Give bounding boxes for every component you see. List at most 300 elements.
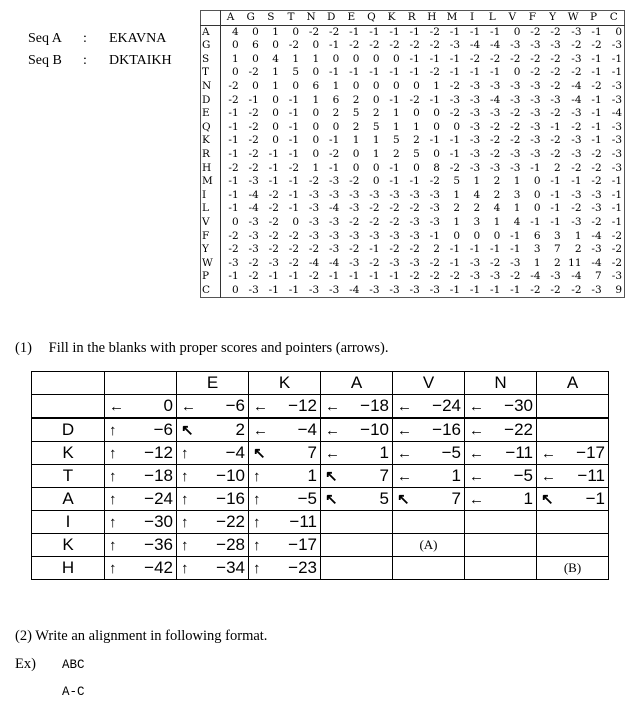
dp-cell: [465, 395, 537, 419]
matrix-cell: -4: [469, 39, 481, 52]
matrix-cell: -2: [389, 202, 400, 215]
matrix-cell: 4: [513, 215, 521, 228]
matrix-cell: 1: [312, 52, 320, 65]
dp-cell: [465, 488, 537, 511]
dp-score: −18: [360, 396, 389, 415]
dp-cell: [393, 465, 465, 488]
matrix-column-header: I: [462, 11, 482, 26]
dp-score: −5: [441, 443, 461, 462]
matrix-cell: 1: [513, 175, 521, 188]
matrix-cell: -1: [288, 134, 300, 147]
dp-cell: [177, 418, 249, 442]
matrix-column-header: P: [584, 11, 604, 26]
matrix-cell: -2: [409, 243, 420, 256]
matrix-cell: -1: [288, 147, 300, 160]
matrix-cell: -2: [288, 229, 300, 242]
matrix-cell: -2: [369, 256, 380, 269]
matrix-cell: -2: [228, 93, 239, 106]
matrix-cell: 3: [513, 188, 521, 201]
matrix-cell: 2: [372, 107, 380, 120]
matrix-cell: -3: [248, 175, 259, 188]
matrix-cell: -3: [369, 229, 380, 242]
matrix-cell: -2: [550, 107, 561, 120]
matrix-cell: -1: [611, 188, 622, 201]
matrix-cell: -3: [591, 243, 602, 256]
matrix-cell: -2: [591, 175, 602, 188]
dp-blank-cell[interactable]: [537, 395, 609, 419]
matrix-cell: -2: [510, 134, 521, 147]
matrix-cell: -1: [591, 25, 602, 38]
dp-score: −10: [360, 420, 389, 439]
matrix-row-header: N: [201, 80, 221, 94]
dp-cell: [321, 465, 393, 488]
matrix-cell: -3: [228, 256, 239, 269]
up-arrow-icon: ↑: [109, 514, 117, 531]
matrix-cell: 0: [433, 147, 440, 160]
matrix-cell: -2: [349, 39, 360, 52]
dp-score: −17: [576, 443, 605, 462]
matrix-column-header: Q: [361, 11, 381, 26]
matrix-column-header: K: [382, 11, 402, 26]
matrix-cell: -3: [429, 188, 440, 201]
matrix-cell: -2: [571, 39, 582, 52]
matrix-column-header: Y: [543, 11, 563, 26]
matrix-cell: -1: [591, 120, 602, 133]
matrix-cell: -3: [469, 93, 481, 106]
dp-row-label: K: [32, 442, 105, 465]
matrix-cell: 4: [272, 52, 279, 65]
dp-cell: [249, 418, 321, 442]
matrix-cell: 5: [392, 134, 400, 147]
matrix-cell: 1: [332, 79, 340, 92]
matrix-cell: -2: [591, 39, 602, 52]
matrix-cell: -3: [591, 283, 602, 296]
matrix-column-header: E: [341, 11, 361, 26]
matrix-row: [201, 94, 625, 108]
left-arrow-icon: ←: [397, 422, 412, 439]
matrix-cell: -3: [571, 52, 582, 65]
matrix-cell: -2: [308, 270, 320, 283]
matrix-cell: -1: [389, 25, 400, 38]
seq-b-value: DKTAIKH: [109, 53, 172, 68]
matrix-cell: -2: [550, 52, 561, 65]
matrix-cell: -3: [308, 229, 320, 242]
matrix-cell: -1: [349, 25, 360, 38]
dp-score: −16: [432, 420, 461, 439]
dp-cell: [249, 395, 321, 419]
dp-blank-cell[interactable]: [321, 534, 393, 557]
dp-cell: [249, 534, 321, 557]
matrix-cell: -1: [429, 229, 440, 242]
matrix-cell: 0: [292, 25, 300, 38]
matrix-cell: -4: [530, 270, 541, 283]
dp-score: −30: [504, 396, 533, 415]
matrix-cell: -2: [369, 202, 380, 215]
dp-answer-cell[interactable]: [537, 557, 609, 580]
question-1: [15, 340, 389, 357]
matrix-cell: -4: [248, 202, 259, 215]
dp-cell: [321, 488, 393, 511]
matrix-cell: 0: [453, 229, 461, 242]
matrix-cell: 1: [231, 52, 239, 65]
matrix-cell: 0: [533, 188, 541, 201]
matrix-cell: -2: [490, 120, 501, 133]
dp-score: −6: [153, 420, 173, 439]
matrix-cell: -3: [510, 161, 521, 174]
dp-blank-cell[interactable]: [537, 418, 609, 442]
seq-a-label: Seq A: [28, 31, 62, 46]
matrix-cell: -1: [228, 120, 239, 133]
matrix-row-header: A: [201, 25, 221, 39]
matrix-cell: 0: [332, 52, 340, 65]
matrix-column-header: H: [422, 11, 442, 26]
dp-score: −24: [144, 489, 173, 508]
matrix-cell: -2: [571, 66, 582, 79]
question-1-text: Fill in the blanks with proper scores and pointers (arrows).: [48, 340, 389, 356]
dp-column-header: N: [465, 372, 537, 395]
matrix-cell: -3: [469, 147, 481, 160]
matrix-cell: -2: [530, 25, 541, 38]
matrix-cell: 0: [433, 120, 440, 133]
matrix-cell: -2: [449, 270, 461, 283]
dp-score: 7: [451, 489, 461, 508]
dp-score: −5: [513, 466, 533, 485]
answer-placeholder: (A): [419, 537, 438, 552]
matrix-cell: 0: [392, 79, 400, 92]
up-arrow-icon: ↑: [181, 445, 189, 462]
matrix-cell: -2: [550, 147, 561, 160]
dp-cell: [393, 488, 465, 511]
matrix-cell: 0: [533, 202, 541, 215]
matrix-row: [201, 175, 625, 189]
matrix-cell: 1: [453, 215, 461, 228]
dp-cell: [105, 442, 177, 465]
dp-score: −42: [144, 558, 173, 577]
matrix-cell: 1: [312, 93, 320, 106]
matrix-cell: 0: [433, 107, 440, 120]
matrix-row-header: W: [201, 257, 221, 271]
matrix-column-header: C: [604, 11, 625, 26]
dp-cell: [321, 442, 393, 465]
left-arrow-icon: ←: [469, 398, 484, 415]
matrix-cell: -2: [550, 79, 561, 92]
dp-row-label: T: [32, 465, 105, 488]
dp-score: −4: [297, 420, 317, 439]
dp-score: 5: [379, 489, 389, 508]
matrix-cell: -3: [409, 188, 420, 201]
dp-cell: [105, 534, 177, 557]
matrix-cell: -1: [429, 52, 440, 65]
seq-a-colon: :: [83, 31, 87, 46]
matrix-cell: -3: [308, 188, 320, 201]
matrix-cell: -1: [449, 134, 461, 147]
matrix-cell: 2: [553, 161, 561, 174]
matrix-cell: 0: [413, 161, 420, 174]
dp-row: [32, 465, 609, 488]
dp-row: [32, 557, 609, 580]
dp-cell: [537, 442, 609, 465]
dp-cell: [177, 465, 249, 488]
matrix-row: [201, 270, 625, 284]
matrix-cell: -1: [611, 52, 622, 65]
matrix-cell: -3: [268, 256, 279, 269]
matrix-cell: -3: [611, 39, 622, 52]
dp-cell: [321, 395, 393, 419]
up-arrow-icon: ↑: [253, 514, 261, 531]
matrix-cell: 0: [231, 39, 239, 52]
matrix-cell: -3: [429, 215, 440, 228]
matrix-cell: 2: [352, 93, 360, 106]
matrix-cell: -1: [288, 93, 300, 106]
dp-header-blank: [105, 372, 177, 395]
matrix-cell: -2: [349, 175, 360, 188]
matrix-cell: 6: [533, 229, 541, 242]
dp-row-label: D: [32, 418, 105, 442]
matrix-row: [201, 216, 625, 230]
matrix-cell: 0: [392, 52, 400, 65]
matrix-cell: -1: [228, 270, 239, 283]
dp-cell: [537, 488, 609, 511]
matrix-cell: -3: [469, 79, 481, 92]
seq-b-line: [28, 50, 172, 72]
matrix-cell: -2: [268, 188, 279, 201]
matrix-cell: -2: [490, 147, 501, 160]
matrix-cell: -2: [349, 243, 360, 256]
matrix-cell: -2: [530, 283, 541, 296]
up-arrow-icon: ↑: [181, 468, 189, 485]
matrix-cell: -3: [530, 79, 541, 92]
matrix-cell: -1: [389, 161, 400, 174]
matrix-cell: 1: [574, 229, 582, 242]
dp-score: −6: [225, 396, 245, 415]
dp-score: −36: [144, 535, 173, 554]
matrix-cell: -1: [510, 229, 521, 242]
matrix-column-header: G: [241, 11, 261, 26]
matrix-cell: -2: [530, 66, 541, 79]
dp-row-label: [32, 395, 105, 419]
matrix-cell: -3: [550, 270, 561, 283]
dp-blank-cell[interactable]: [465, 534, 537, 557]
dp-score: −11: [505, 443, 533, 462]
matrix-cell: -1: [611, 175, 622, 188]
matrix-cell: -2: [490, 134, 501, 147]
dp-blank-cell[interactable]: [465, 557, 537, 580]
dp-blank-cell[interactable]: [537, 511, 609, 534]
matrix-cell: -1: [389, 175, 400, 188]
dp-cell: [465, 418, 537, 442]
up-arrow-icon: ↑: [253, 560, 261, 577]
matrix-cell: 3: [553, 229, 561, 242]
matrix-cell: -2: [429, 256, 440, 269]
matrix-cell: -1: [349, 66, 360, 79]
matrix-cell: -2: [510, 52, 521, 65]
matrix-cell: -3: [469, 270, 481, 283]
example-line-2: A-C: [62, 685, 85, 699]
matrix-cell: 0: [372, 79, 380, 92]
matrix-cell: -1: [490, 243, 501, 256]
matrix-row: [201, 243, 625, 257]
matrix-cell: -1: [449, 256, 461, 269]
matrix-cell: -2: [409, 93, 420, 106]
dp-row-label: H: [32, 557, 105, 580]
dp-column-header: E: [177, 372, 249, 395]
dp-blank-cell[interactable]: [537, 534, 609, 557]
matrix-cell: -3: [409, 229, 420, 242]
dp-blank-cell[interactable]: [465, 511, 537, 534]
matrix-cell: -2: [409, 270, 420, 283]
matrix-cell: 0: [272, 93, 279, 106]
matrix-cell: -3: [611, 270, 622, 283]
diagonal-arrow-icon: ↖: [181, 422, 194, 439]
matrix-cell: -3: [308, 215, 320, 228]
matrix-column-header: W: [563, 11, 584, 26]
left-arrow-icon: ←: [397, 445, 412, 462]
matrix-cell: -4: [571, 93, 582, 106]
dp-score: 0: [163, 396, 173, 415]
matrix-cell: -2: [571, 283, 582, 296]
matrix-cell: -1: [228, 202, 239, 215]
matrix-cell: -2: [530, 52, 541, 65]
dp-score: −22: [504, 420, 533, 439]
matrix-column-header: T: [281, 11, 301, 26]
matrix-cell: -3: [469, 256, 481, 269]
matrix-column-header: F: [522, 11, 542, 26]
dp-score: 7: [379, 466, 389, 485]
matrix-cell: -3: [469, 134, 481, 147]
matrix-cell: -2: [591, 79, 602, 92]
matrix-cell: 5: [372, 120, 380, 133]
matrix-cell: 0: [231, 283, 239, 296]
left-arrow-icon: ←: [469, 491, 484, 508]
matrix-row: [201, 257, 625, 271]
matrix-cell: -2: [429, 39, 440, 52]
matrix-cell: -2: [571, 120, 582, 133]
dp-column-header: K: [249, 372, 321, 395]
matrix-cell: -1: [228, 134, 239, 147]
matrix-cell: -3: [329, 188, 340, 201]
matrix-row: [201, 121, 625, 135]
matrix-cell: -3: [329, 175, 340, 188]
dp-score: −17: [288, 535, 317, 554]
matrix-cell: -1: [329, 66, 340, 79]
diagonal-arrow-icon: ↖: [325, 468, 338, 485]
matrix-cell: -1: [550, 215, 561, 228]
matrix-cell: -1: [550, 120, 561, 133]
dp-header-blank: [32, 372, 105, 395]
dp-cell: [393, 418, 465, 442]
matrix-cell: 0: [493, 229, 501, 242]
matrix-cell: -2: [429, 175, 440, 188]
matrix-cell: -3: [571, 25, 582, 38]
matrix-cell: -4: [571, 79, 582, 92]
matrix-row: [201, 284, 625, 298]
matrix-cell: 0: [413, 107, 420, 120]
matrix-cell: 7: [594, 270, 602, 283]
dp-blank-cell[interactable]: [393, 511, 465, 534]
dp-cell: [249, 465, 321, 488]
matrix-cell: 0: [231, 215, 239, 228]
matrix-cell: 1: [292, 52, 300, 65]
left-arrow-icon: ←: [253, 422, 268, 439]
dp-cell: [249, 488, 321, 511]
matrix-cell: -2: [469, 52, 481, 65]
matrix-cell: -3: [389, 188, 400, 201]
matrix-row: [201, 80, 625, 94]
matrix-cell: 1: [493, 215, 501, 228]
matrix-cell: 0: [312, 39, 320, 52]
matrix-cell: -2: [449, 161, 461, 174]
matrix-cell: 1: [473, 175, 481, 188]
matrix-cell: -1: [349, 270, 360, 283]
matrix-cell: -4: [490, 93, 501, 106]
dp-score: −11: [289, 512, 317, 531]
matrix-cell: -3: [308, 283, 320, 296]
dp-blank-cell[interactable]: [321, 557, 393, 580]
matrix-cell: -3: [389, 283, 400, 296]
matrix-cell: -2: [429, 25, 440, 38]
matrix-cell: 0: [372, 175, 380, 188]
matrix-cell: -2: [571, 202, 582, 215]
matrix-cell: -3: [490, 79, 501, 92]
dp-cell: [177, 442, 249, 465]
matrix-cell: -3: [611, 147, 622, 160]
matrix-cell: -1: [469, 243, 481, 256]
matrix-cell: -2: [369, 215, 380, 228]
up-arrow-icon: ↑: [181, 491, 189, 508]
matrix-cell: -2: [611, 256, 622, 269]
matrix-cell: -1: [469, 66, 481, 79]
left-arrow-icon: ←: [397, 398, 412, 415]
matrix-cell: 0: [352, 147, 360, 160]
dp-cell: [177, 395, 249, 419]
matrix-cell: -1: [490, 25, 501, 38]
matrix-cell: 0: [372, 161, 380, 174]
matrix-cell: -2: [329, 25, 340, 38]
matrix-row-header: F: [201, 230, 221, 244]
matrix-cell: -1: [228, 175, 239, 188]
matrix-cell: -2: [571, 161, 582, 174]
dp-blank-cell[interactable]: [393, 557, 465, 580]
matrix-cell: -3: [389, 229, 400, 242]
matrix-row-header: Q: [201, 121, 221, 135]
matrix-cell: 0: [272, 39, 279, 52]
diagonal-arrow-icon: ↖: [253, 445, 266, 462]
dp-cell: [177, 511, 249, 534]
matrix-cell: -1: [530, 161, 541, 174]
dp-row: [32, 534, 609, 557]
dp-cell: [105, 465, 177, 488]
matrix-cell: -4: [611, 107, 622, 120]
matrix-cell: -1: [288, 202, 300, 215]
matrix-cell: -1: [449, 66, 461, 79]
dp-cell: [249, 511, 321, 534]
matrix-cell: 1: [413, 120, 420, 133]
dp-answer-cell[interactable]: [393, 534, 465, 557]
matrix-cell: -1: [288, 283, 300, 296]
matrix-cell: -2: [429, 270, 440, 283]
matrix-cell: -3: [571, 147, 582, 160]
matrix-cell: -1: [571, 175, 582, 188]
dp-blank-cell[interactable]: [321, 511, 393, 534]
dp-cell: [393, 442, 465, 465]
matrix-cell: -3: [550, 39, 561, 52]
question-1-number: (1): [15, 340, 32, 356]
matrix-cell: -1: [288, 188, 300, 201]
dp-cell: [465, 442, 537, 465]
matrix-cell: -3: [409, 256, 420, 269]
matrix-cell: -1: [611, 66, 622, 79]
dp-score: −12: [288, 396, 317, 415]
